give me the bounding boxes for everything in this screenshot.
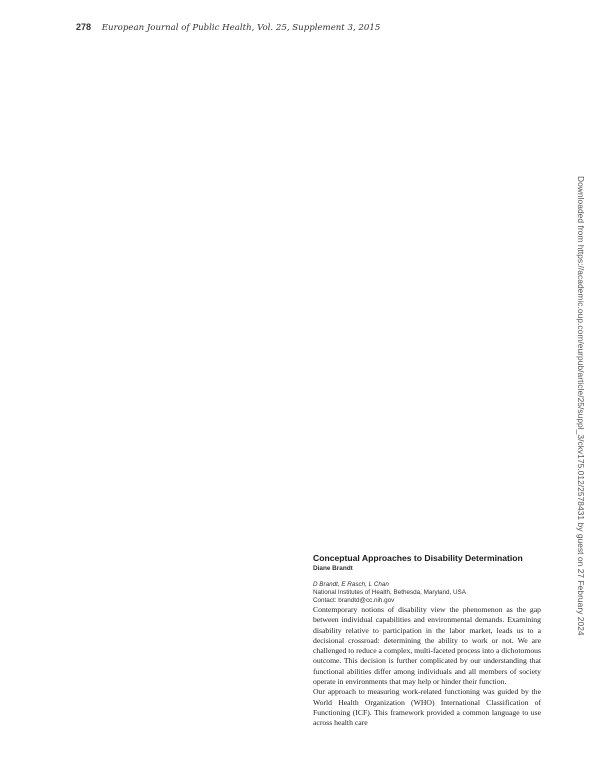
presenter-name: Diane Brandt (313, 565, 353, 572)
running-header (76, 22, 380, 33)
journal-citation: European Journal of Public Health, Vol. 25, Supplement 3, 2015 (101, 23, 381, 33)
body-paragraph: Contemporary notions of disability view the phenomenon as the gap between individual capabilities and environmental demands. Examining disability relative to participation in the labor market, leads us to a decisional crossroad: determining the ability to work or not. We are challenged to reduce a complex, multi-faceted process into a dichotomous outcome. This decision is further complicated by our understanding that functional abilities differ among individuals and all members of society operate in environments that may help or hinder their function. (313, 605, 541, 687)
abstract-body (313, 605, 541, 729)
affiliation: National Institutes of Health, Bethesda, Maryland, USA (313, 589, 466, 596)
body-paragraph: Our approach to measuring work-related functioning was guided by the World Health Organization (WHO) International Classification of Functioning (ICF). This framework provided a common language to use across health care (313, 687, 541, 728)
abstract (313, 553, 541, 729)
author-list: D Brandt, E Rasch, L Chan (313, 581, 389, 588)
page-number: 278 (76, 22, 92, 32)
contact-email: Contact: brandtd@cc.nih.gov (313, 597, 395, 604)
abstract-title: Conceptual Approaches to Disability Determination (313, 553, 523, 563)
download-watermark: Downloaded from https://academic.oup.com/eurpub/article/25/suppl_3/ckv175.012/2578431 by guest on 27 February 2024 (576, 176, 586, 636)
